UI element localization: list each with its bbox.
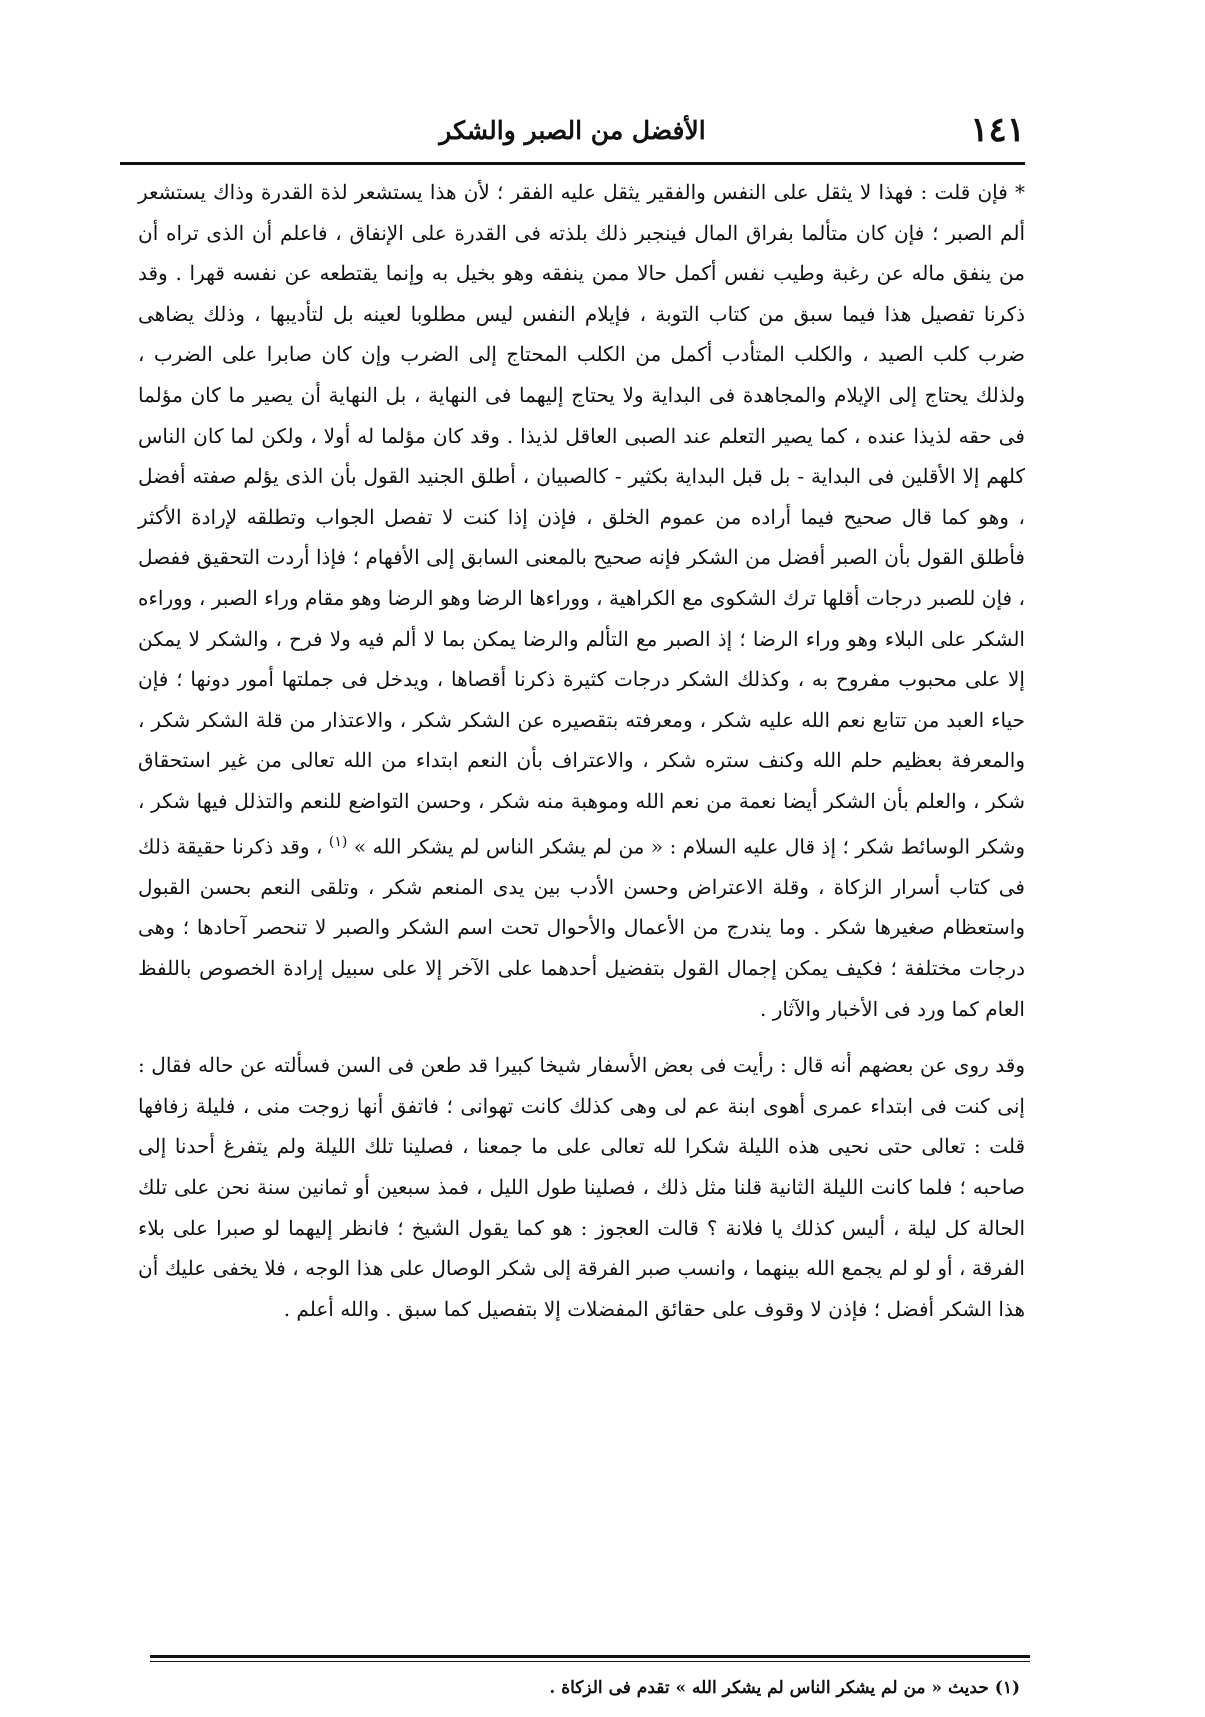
- header-divider: [120, 162, 1025, 165]
- running-title: الأفضل من الصبر والشكر: [439, 116, 706, 145]
- paragraph-2-text: وقد روى عن بعضهم أنه قال : رأيت فى بعض الأسفار شيخا كبيرا قد طعن فى السن فسألته عن حاله فقال : إنى كنت فى ابتداء عمرى أهوى ابنة عم لى وهى كذلك كانت تهوانى ؛ فاتفق أنها زوجت منى ، فليلة زفافها قلت : تعالى حتى نحيى هذه الليلة شكرا لله تعالى على ما جمعنا ، فصلينا تلك الليلة ولم يتفرغ أحدنا إلى صاحبه ؛ فلما كانت الليلة الثانية قلنا مثل ذلك ، فصلينا طول الليل ، فمذ سبعين أو ثمانين سنة نحن على تلك الحالة كل ليلة ، أليس كذلك يا فلانة ؟ قالت العجوز : هو كما يقول الشيخ ؛ فانظر إليهما لو صبرا على بلاء الفرقة ، أو لو لم يجمع الله بينهما ، وانسب صبر الفرقة إلى شكر الوصال على هذا الوجه ، فلا يخفى عليك أن هذا الشكر أفضل ؛ فإذن لا وقوف على حقائق المفضلات إلا بتفصيل كما سبق . والله أعلم .: [138, 1053, 1025, 1321]
- page-number: ١٤١: [970, 110, 1025, 150]
- paragraph: [138, 1045, 1025, 1329]
- paragraph-1-continued: ، وقد ذكرنا حقيقة ذلك فى كتاب أسرار الزكاة ، وقلة الاعتراض وحسن الأدب بين يدى المنعم شكر ، وتلقى النعم بحسن القبول واستعظام صغيرها شكر . وما يندرج من الأعمال والأحوال تحت اسم الشكر والصبر لا تنحصر آحادها ؛ وهى درجات مختلفة ؛ فكيف يمكن إجمال القول بتفضيل أحدهما على الآخر إلا على سبيل إرادة الخصوص باللفظ العام كما ورد فى الأخبار والآثار .: [138, 834, 1025, 1021]
- paragraph: [138, 172, 1025, 1029]
- footnote-divider-thin: [150, 1661, 1030, 1662]
- page-header: [120, 106, 1025, 162]
- footnote-divider: [150, 1655, 1030, 1658]
- main-text: [138, 172, 1025, 1329]
- footnote-marker: (١): [328, 833, 348, 850]
- footnote: (١) حديث « من لم يشكر الناس لم يشكر الله » تقدم فى الزكاة .: [549, 1678, 1020, 1698]
- paragraph-1-text: * فإن قلت : فهذا لا يثقل على النفس والفقير يثقل عليه الفقر ؛ لأن هذا يستشعر لذة القدرة وذاك يستشعر ألم الصبر ؛ فإن كان متألما بفراق المال فينجبر ذلك بلذته فى القدرة على الإنفاق ، فاعلم أن الذى تراه أن من ينفق ماله عن رغبة وطيب نفس أكمل حالا ممن ينفقه وهو بخيل به وإنما يقتطعه عن نفسه قهرا . وقد ذكرنا تفصيل هذا فيما سبق من كتاب التوبة ، فإيلام النفس ليس مطلوبا لعينه بل لتأديبها ، وذلك يضاهى ضرب كلب الصيد ، والكلب المتأدب أكمل من الكلب المحتاج إلى الضرب وإن كان صابرا على الضرب ، ولذلك يحتاج إلى الإيلام والمجاهدة فى البداية ولا يحتاج إليهما فى النهاية ، بل النهاية أن يصير ما كان مؤلما فى حقه لذيذا عنده ، كما يصير التعلم عند الصبى العاقل لذيذا . وقد كان مؤلما له أولا ، ولكن لما كان الناس كلهم إلا الأقلين فى البداية - بل قبل البداية بكثير - كالصبيان ، أطلق الجنيد القول بأن الذى يؤلم صفته أفضل ، وهو كما قال صحيح فيما أراده من عموم الخلق ، فإذن إذا كنت لا تفصل الجواب وتطلقه لإرادة الأكثر فأطلق القول بأن الصبر أفضل من الشكر فإنه صحيح بالمعنى السابق إلى الأفهام ؛ فإذا أردت التحقيق ففصل ، فإن للصبر درجات أقلها ترك الشكوى مع الكراهية ، ووراءها الرضا وهو الرضا وهو مقام وراء الصبر ، ووراءه الشكر على البلاء وهو وراء الرضا ؛ إذ الصبر مع التألم والرضا يمكن بما لا ألم فيه ولا فرح ، والشكر لا يمكن إلا على محبوب مفروح به ، وكذلك الشكر درجات كثيرة ذكرنا أقصاها ، ويدخل فى جملتها أمور دونها ؛ فإن حياء العبد من تتابع نعم الله عليه شكر ، ومعرفته بتقصيره عن الشكر شكر ، والاعتذار من قلة الشكر شكر ، والمعرفة بعظيم حلم الله وكنف ستره شكر ، والاعتراف بأن النعم ابتداء من الله تعالى من غير استحقاق شكر ، والعلم بأن الشكر أيضا نعمة من نعم الله وموهبة منه شكر ، وحسن التواضع للنعم والتذلل فيها شكر ، وشكر الوسائط شكر ؛ إذ قال عليه السلام : « من لم يشكر الناس لم يشكر الله »: [138, 180, 1026, 859]
